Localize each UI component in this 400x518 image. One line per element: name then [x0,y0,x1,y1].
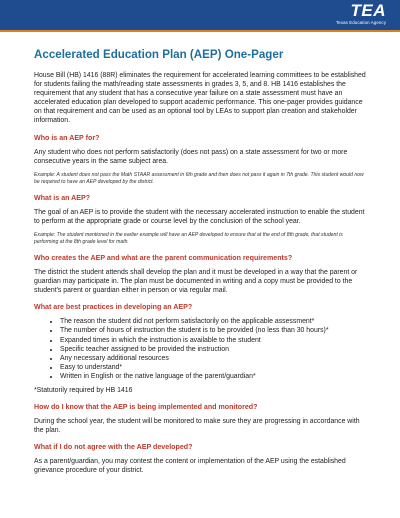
footnote: *Statutorily required by HB 1416 [34,386,133,394]
section-body: The goal of an AEP is to provide the student with the necessary accelerated instruction to enable the student to perform at the appropriate grade or course level by the conclusion of the school year. [34,208,365,225]
section-heading: What if I do not agree with the AEP developed? [34,442,193,451]
document-content [34,48,368,475]
section-body: The district the student attends shall develop the plan and it must be developed in a way that the parent or guardian may participate in. The plan must be documented in writing and a copy must be provided to the student's parent or guardian either in person or via regular mail. [34,268,358,295]
tea-logo [336,2,386,25]
section-body: Any student who does not perform satisfactorily (does not pass) on a state assessment for two or more consecutive years in the same subject area. [34,148,348,165]
list-item: • Written in English or the native language of the parent/guardian* [60,372,368,381]
section-heading: What are best practices in developing an AEP? [34,303,193,312]
logo-mark: TEA [350,1,386,20]
page-title: Accelerated Education Plan (AEP) One-Pager [34,48,284,61]
section-body: During the school year, the student will be monitored to make sure they are progressing in accordance with the plan. [34,417,360,434]
section-example: Example: The student mentioned in the earlier example will have an AEP developed to ensure that at the end of 8th grade, that student is performing at the 8th grade level for math. [34,231,343,245]
section-heading: How do I know that the AEP is being implemented and monitored? [34,402,258,411]
list-item: • Easy to understand* [60,363,368,372]
list-item: • The reason the student did not perform satisfactorily on the applicable assessment* [60,317,368,326]
list-item: • Specific teacher assigned to be provided the instruction [60,345,368,354]
logo-subtitle: Texas Education Agency [335,20,386,25]
list-item: • Any necessary additional resources [60,354,368,363]
section-body: As a parent/guardian, you may contest the content or implementation of the AEP using the established grievance procedure of your district. [34,457,346,474]
section-heading: What is an AEP? [34,193,91,202]
section-example: Example: A student does not pass the Math STAAR assessment in 6th grade and then does not pass it again in 7th grade. This student would now be required to have an AEP developed by the district. [34,171,364,185]
list-item: • Expanded times in which the instruction is available to the student [60,336,368,345]
header-rule [0,30,400,32]
list-item: • The number of hours of instruction the student is to be provided (no less than 30 hours)* [60,326,368,335]
best-practices-list [34,317,368,381]
intro-paragraph: House Bill (HB) 1416 (88R) eliminates the requirement for accelerated learning committees to be established for students failing the math/reading state assessments in grades 3, 5, and 8. HB 1416 establishes the requirement that any student that has a consecutive year failure on a state assessment must have an accelerated education plan developed to support academic performance. This one-pager provides guidance on that requirement and can be used as an optional tool by LEAs to support plan creation and stakeholder information. [34,72,366,125]
section-heading: Who creates the AEP and what are the parent communication requirements? [34,253,293,262]
section-heading: Who is an AEP for? [34,133,100,142]
